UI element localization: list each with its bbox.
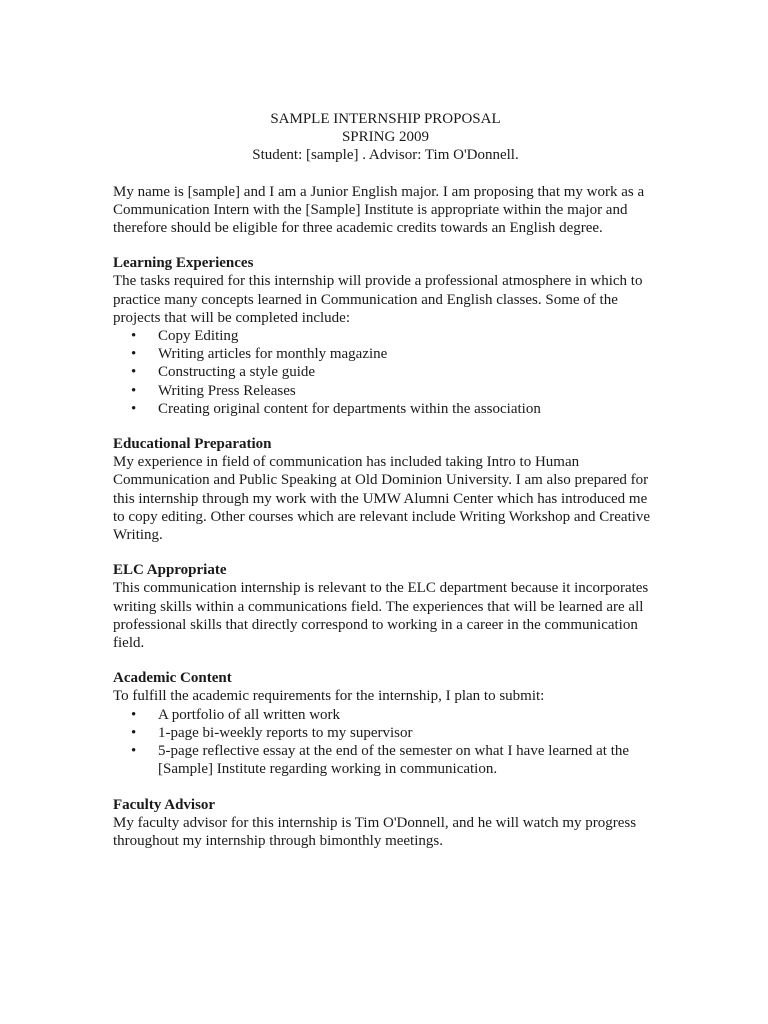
list-item-text: Creating original content for departments within the association (158, 400, 541, 417)
bullet-list (113, 706, 658, 779)
section-body: To fulfill the academic requirements for the internship, I plan to submit: (113, 688, 545, 705)
list-item (131, 400, 658, 418)
section-heading: Educational Preparation (113, 436, 272, 453)
bullet-icon: • (131, 382, 137, 399)
section-body: This communication internship is relevant to the ELC department because it incorporates writing skills within a communications field. The experiences that will be learned are all professional skills that directly correspond to working in a career in the communication field. (113, 580, 649, 652)
list-item-text: Constructing a style guide (158, 364, 316, 381)
bullet-icon: • (131, 328, 137, 345)
bullet-icon: • (131, 724, 137, 741)
bullet-icon: • (131, 400, 137, 417)
list-item-text: Writing articles for monthly magazine (158, 346, 388, 363)
section-heading: Faculty Advisor (113, 796, 216, 813)
section-body: The tasks required for this internship will provide a professional atmosphere in which to practice many concepts learned in Communication and English classes. Some of the projects that will be completed include: (113, 273, 643, 326)
document-title: SAMPLE INTERNSHIP PROPOSAL (270, 111, 501, 127)
list-item (131, 724, 658, 742)
document-header (113, 110, 658, 165)
bullet-icon: • (131, 706, 137, 723)
section-academic-content (113, 669, 658, 778)
bullet-icon: • (131, 364, 137, 381)
list-item-text: 5-page reflective essay at the end of the semester on what I have learned at the [Sample] Institute regarding working in communication. (158, 743, 630, 778)
bullet-icon: • (131, 346, 137, 363)
document-term: SPRING 2009 (341, 129, 430, 146)
section-educational-preparation (113, 435, 658, 544)
list-item (131, 706, 658, 724)
list-item-text: Copy Editing (158, 328, 239, 345)
section-heading: ELC Appropriate (113, 562, 227, 579)
section-heading: Academic Content (113, 670, 232, 687)
list-item-text: Writing Press Releases (158, 382, 296, 399)
section-learning-experiences (113, 254, 658, 418)
student-advisor-line: Student: [sample] . Advisor: Tim O'Donnell. (252, 147, 519, 164)
list-item (131, 742, 658, 778)
section-faculty-advisor (113, 796, 658, 851)
document-page (113, 110, 658, 850)
list-item (131, 382, 658, 400)
section-elc-appropriate (113, 561, 658, 652)
intro-paragraph: My name is [sample] and I am a Junior English major. I am proposing that my work as a Communication Intern with the [Sample] Institute is appropriate within the major and therefore should be eligible for three academic credits towards an English degree. (113, 183, 645, 237)
list-item-text: 1-page bi-weekly reports to my supervisor (158, 724, 413, 741)
section-heading: Learning Experiences (113, 255, 254, 272)
bullet-list (113, 327, 658, 418)
section-body: My faculty advisor for this internship is Tim O'Donnell, and he will watch my progress throughout my internship through bimonthly meetings. (113, 814, 637, 849)
list-item (131, 327, 658, 345)
list-item (131, 363, 658, 381)
bullet-icon: • (131, 743, 137, 760)
section-body: My experience in field of communication has included taking Intro to Human Communication and Public Speaking at Old Dominion University. I am also prepared for this internship through my work with the UMW Alumni Center which has introduced me to copy editing. Other courses which are relevant include Writing Workshop and Creative Writing. (113, 454, 651, 544)
list-item-text: A portfolio of all written work (158, 706, 341, 723)
list-item (131, 345, 658, 363)
